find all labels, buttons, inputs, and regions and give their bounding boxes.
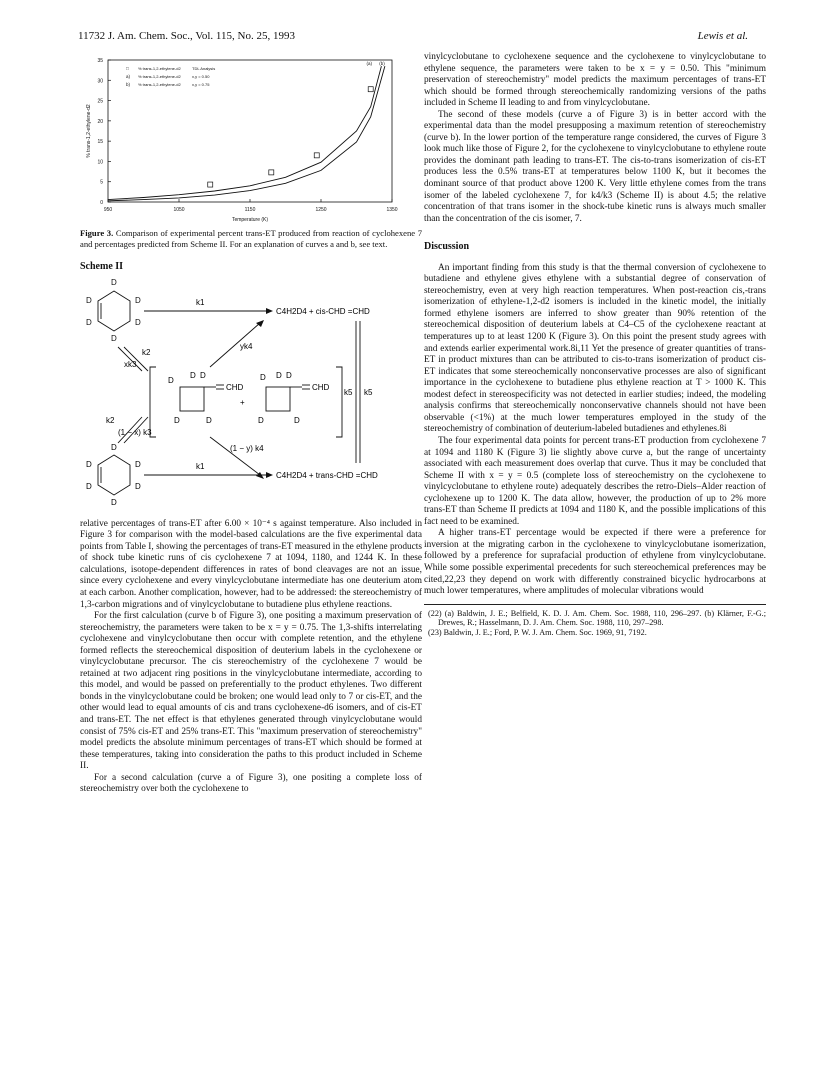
d-label: D	[111, 497, 117, 507]
figure-3-label: Figure 3.	[80, 228, 114, 238]
cyclohexene-top	[98, 291, 130, 331]
curve-label-b: (b)	[379, 61, 385, 67]
cyclohexene-bottom	[98, 455, 130, 495]
d-label: D	[286, 370, 292, 380]
figure-3-chart	[80, 52, 422, 224]
x-tick-label: 1050	[173, 207, 185, 213]
k2-label: k2	[142, 347, 151, 357]
one-minus-x-k3-label: (1 − x) k3	[118, 427, 152, 437]
right-paragraph-1: vinylcyclobutane to cyclohexene sequence and the cyclohexene to vinylcyclobutane to ethylene sequence, the parameters were taken to be x = y = 0.50. This "minimum preservation of stereochemistry" model predicts the maximum percentages of trans-ET which should be formed through stereochemically randomizing versions of the paths included in Scheme II leading to and from vinylcyclobutane.	[424, 52, 766, 109]
d-label: D	[86, 317, 92, 327]
bracket-left	[150, 367, 156, 437]
legend-extra: x,y = 0.75	[192, 82, 210, 87]
yk4-label: yk4	[240, 341, 253, 351]
arrow-one-minus-y-k4	[210, 437, 260, 475]
one-minus-y-k4-label: (1 − y) k4	[230, 443, 264, 453]
data-point	[368, 87, 373, 92]
d-label: D	[174, 415, 180, 425]
data-point	[314, 153, 319, 158]
d-label: D	[86, 295, 92, 305]
x-tick-label: 950	[103, 207, 113, 213]
data-point	[208, 182, 213, 187]
k5-label-b: k5	[364, 387, 373, 397]
discussion-heading: Discussion	[424, 241, 470, 253]
k1-bottom-label: k1	[196, 461, 205, 471]
x-tick-label: 1350	[386, 207, 398, 213]
y-tick-label: 30	[97, 78, 103, 85]
d-label: D	[206, 415, 212, 425]
left-paragraph-3: For a second calculation (curve a of Figure 3), one positing a complete loss of stereochemistry over both the cyclohexene to	[80, 772, 422, 795]
k2-lower-label: k2	[106, 415, 115, 425]
arrowhead	[266, 308, 273, 314]
scheme-title: Scheme II	[80, 261, 124, 273]
y-tick-label: 25	[97, 98, 103, 105]
data-point	[269, 170, 274, 175]
x-tick-label: 1250	[315, 207, 327, 213]
left-column	[80, 52, 422, 796]
arrow-yk4	[210, 323, 260, 367]
legend-label: % trans-1,2-ethylene-d2	[138, 66, 181, 71]
legend-extra: x,y = 0.50	[192, 74, 210, 79]
plus-sign: +	[240, 397, 245, 407]
curve-label-a: (a)	[366, 61, 373, 67]
right-paragraph-5: A higher trans-ET percentage would be expected if there were a preference for inversion at the migrating carbon in the cyclohexene to vinylcyclobutane isomerization, followed by a preference for suprafacial production of ethylene from vinylcyclobutane. While some possible experimental precedents for such stereochemical preferences may be cited,22,23 they depend on work with differently constrained bicyclic hydrocarbons at much lower temperatures, where amplitudes of molecular vibrations would	[424, 528, 766, 597]
right-column	[424, 52, 766, 638]
k1-top-label: k1	[196, 297, 205, 307]
left-paragraph-2: For the first calculation (curve b of Figure 3), one positing a maximum preservation of stereochemistry, the parameters were taken to be x = y = 0.75. The 1,3-shifts interrelating cyclohexene and vinylcyclobutane then occur with complete retention, and the ethylene formed reflects the stereochemical disposition of deuterium labels in the cyclohexene or vinylcyclobutane precursor. The cis stereochemistry of the cyclohexene 7 would be retained at two adjacent ring positions in the vinylcyclobutane intermediate, according to this model, and would be passed on preferentially to the product ethylenes. Two different bonds in the vinylcyclobutane could be broken; one would lead only to 7 or cis-ET, and the other would lead to equal amounts of cis and trans cyclohexene-d6 isomers, and of cis-ET and trans-ET. The net effect is that ethylenes generated through vinylcyclobutane would consist of 75% cis-ET and 25% trans-ET. This "maximum preservation of stereochemistry" model predicts the absolute minimum percentages of trans-ET which should be formed at these temperatures, taking into consideration the paths to this product included in Scheme II.	[80, 611, 422, 772]
d-label: D	[135, 481, 141, 491]
y-tick-label: 10	[97, 159, 103, 166]
d-label: D	[258, 415, 264, 425]
right-paragraph-4: The four experimental data points for percent trans-ET production from cyclohexene 7 at 1094 and 1180 K (Figure 3) lie slightly above curve a, but the range of uncertainty associated with each measurement does overlap that curve. Thus it may be concluded that Scheme II with x = y = 0.5 (complete loss of stereochemistry on the cyclohexene to vinylcyclobutane to ethylene route) adequately describes the retro-Diels–Alder reaction of cyclohexene up to 1200 K. The data allow, however, the production of up to 2% more trans-ET than Scheme II predicts at 1094 and 1180 K, and the possible implications of this fact need to be examined.	[424, 435, 766, 527]
d-label: D	[111, 333, 117, 343]
chd-label: CHD	[226, 382, 244, 392]
figure-3-caption	[80, 228, 422, 249]
running-header-author: Lewis et al.	[697, 30, 748, 42]
reference-23: (23) Baldwin, J. E.; Ford, P. W. J. Am. Chem. Soc. 1969, 91, 7192.	[428, 628, 647, 638]
d-label: D	[111, 442, 117, 452]
bottom-products: C4H2D4 + trans-CHD =CHD	[276, 470, 378, 480]
xk3-label: xk3	[124, 359, 137, 369]
legend-label: % trans-1,2-ethylene-d2	[138, 82, 181, 87]
vinylcyclobutane-b	[266, 385, 310, 411]
right-paragraph-3: An important finding from this study is that the thermal conversion of cyclohexene to butadiene and ethylene gives ethylene with a substantial degree of conservation of stereochemistry, even at very high reaction temperatures. When post-reaction cis,-trans isomerization of ethylene-1,2-d2 isomers is included in the kinetic model, the initially formed ethylene isomers are inferred to show greater than 90% retention of the stereochemical disposition of deuterium labels at C4–C5 of the cyclohexene reactant at temperatures up to at least 1200 K (Figure 3). On this point the present study agrees with and extends earlier experimental work.8i,11 Yet the presence of greater quantities of trans-ET in product mixtures than can be attributed to cis-to-trans isomerization of product cis-ET indicates that some stereochemically nonconservative processes are also of significant importance in the cyclohexene to butadiene plus ethylene reaction at T > 1000 K. This modest defect in stereospecificity was not detected in earlier studies; indeed, the modeling analysis confirms that stereochemically nonconservative channels should not have been observable (<1%) at the much lower temperatures employed in the study of the stereochemistry of combination of deuterium-labeled butadienes and ethylenes.8i	[424, 262, 766, 435]
reference-22: (22) (a) Baldwin, J. E.; Belfield, K. D. J. Am. Chem. Soc. 1988, 110, 296–297. (b) Klärner, F.-G.; Drewes, R.; Hasselmann, D. J. Am. Chem. Soc. 1988, 110, 297–298.	[428, 608, 766, 628]
arrowhead	[266, 472, 273, 478]
legend-symbol: b)	[126, 82, 131, 87]
x-tick-label: 1150	[244, 207, 256, 213]
d-label: D	[294, 415, 300, 425]
k5-label-a: k5	[344, 387, 353, 397]
d-label: D	[276, 370, 282, 380]
legend-extra: TDL Analysis	[192, 66, 216, 71]
legend-symbol: a)	[126, 74, 131, 79]
scheme-ii-diagram	[80, 277, 422, 519]
vinylcyclobutane-a	[180, 385, 224, 411]
y-tick-label: 0	[100, 200, 103, 206]
figure-3-caption-text: Comparison of experimental percent trans-ET produced from reaction of cyclohexene 7 and percentages predicted from Scheme II. For an explanation of curves a and b, see text.	[80, 228, 423, 249]
running-header: 11732 J. Am. Chem. Soc., Vol. 115, No. 25, 1993	[78, 30, 295, 42]
d-label: D	[135, 295, 141, 305]
d-label: D	[86, 481, 92, 491]
chd-label: CHD	[312, 382, 330, 392]
d-label: D	[200, 370, 206, 380]
d-label: D	[111, 277, 117, 287]
y-tick-label: 15	[97, 139, 103, 146]
right-paragraph-2: The second of these models (curve a of Figure 3) is in better accord with the experimental data than the model presupposing a maximum retention of stereochemistry (curve b). In the lower portion of the temperature range considered, the curves of Figure 3 look much like those of Figure 2, for the cyclohexene to vinylcyclobutane to ethylene route provides the dominant path leading to trans-ET. The cis-to-trans isomerization of cis-ET produces less the 0.5% trans-ET at temperatures below 1100 K, but it becomes the dominant source of that product above 1200 K. Very little ethylene comes from the trans isomer of the labeled cyclohexene 7, for k4/k3 (Scheme II) is about 4.5; the relative concentration of that trans isomer in the shock-tube kinetic runs is always much smaller than the concentration of the cis isomer, 7.	[424, 109, 766, 224]
y-tick-label: 20	[97, 118, 103, 125]
footnotes	[424, 604, 766, 638]
d-label: D	[86, 459, 92, 469]
d-label: D	[135, 317, 141, 327]
left-paragraph-1: relative percentages of trans-ET after 6.00 × 10⁻⁴ s against temperature. Also included in Figure 3 for comparison with the model-based calculations are the five experimental data points from Table I, showing the percentages of trans-ET measured in the ethylene products of shock tube kinetic runs of cis cyclohexene 7 at 1094, 1180, and 1244 K. In these calculations, isotope-dependent differences in rates of bond cleavages are not an issue, since every cyclohexene and every vinylcyclobutane intermediate has one deuterium atom at each carbon. Another complication, however, had to be addressed: the stereochemistry of 1,3-carbon migrations and of vinylcyclobutane to butadiene plus ethylene reactions.	[80, 518, 422, 610]
y-axis-label: % trans-1,2-ethylene-d2	[86, 104, 92, 158]
legend-label: % trans-1,2-ethylene-d2	[138, 74, 181, 79]
bracket-right	[336, 367, 342, 437]
top-products: C4H2D4 + cis-CHD =CHD	[276, 306, 370, 316]
y-tick-label: 5	[100, 179, 103, 186]
y-tick-label: 35	[97, 58, 103, 64]
d-label: D	[135, 459, 141, 469]
d-label: D	[260, 372, 266, 382]
x-axis-label: Temperature (K)	[231, 217, 269, 223]
legend-symbol: □	[126, 66, 129, 71]
d-label: D	[190, 370, 196, 380]
d-label: D	[168, 375, 174, 385]
